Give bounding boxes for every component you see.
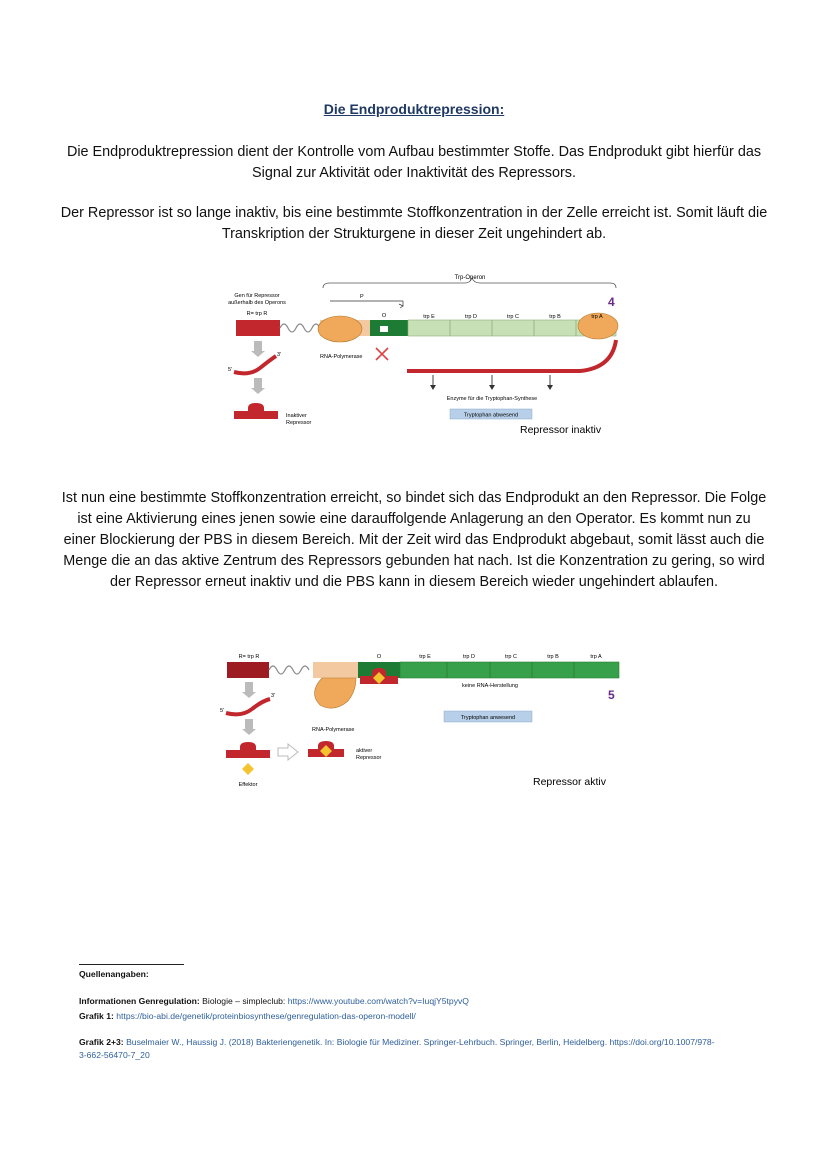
- gene-label-1: Gen für Repressor: [234, 293, 280, 299]
- no-rna-label: keine RNA-Herstellung: [462, 683, 518, 689]
- intro-paragraph: Die Endproduktrepression dient der Kontrolle vom Aufbau bestimmter Stoffe. Das Endprodukt gibt hierfür das Signal zur Aktivität oder Inaktivität des Repressors.: [66, 144, 762, 181]
- operon-label: Trp-Operon: [454, 275, 486, 281]
- inactive-paragraph: Der Repressor ist so lange inaktiv, bis eine bestimmte Stoffkonzentration in der Zelle erreicht ist. Somit läuft die Transkription der Strukturgene in dieser Zeit ungehindert ab.: [60, 205, 768, 242]
- source-info-link[interactable]: https://www.youtube.com/watch?v=IuqjY5tpyvQ: [287, 996, 469, 1006]
- tryptophan-badge-text: Tryptophan abwesend: [463, 412, 519, 419]
- arrow-down-icon: [251, 351, 265, 357]
- arrow-down-icon: [430, 385, 436, 390]
- o-label: O: [381, 313, 387, 319]
- figure-number-2: 5: [608, 688, 615, 702]
- gene-e-2: trp E: [419, 654, 431, 660]
- inactive-repressor-shape: [234, 403, 278, 419]
- source-grafik23: Grafik 2+3: Buselmaier W., Haussig J. (2018) Bakteriengenetik. In: Biologie für Mediziner. Springer-Lehrbuch. Springer, Berlin, Heidelberg. https://doi.org/10.1007/978-3-662-56470-7_20: [79, 1037, 715, 1060]
- gene-a-2: trp A: [590, 654, 602, 660]
- arrow-down-icon: [242, 692, 256, 698]
- repressor-gene-2: [227, 662, 269, 678]
- five-prime-label: 5': [228, 367, 233, 373]
- rna-pol-label: RNA-Polymerase: [320, 354, 363, 360]
- gene-c-2: trp C: [505, 654, 517, 660]
- active-label-2: Repressor: [356, 755, 382, 761]
- dna-squiggle-2: [269, 666, 309, 674]
- inactive-label-2: Repressor: [286, 420, 312, 426]
- gene-d: trp D: [465, 314, 477, 320]
- page-title: Die Endproduktrepression:: [323, 101, 505, 117]
- arrow-down-icon: [242, 729, 256, 735]
- three-prime-label-2: 3': [271, 693, 276, 699]
- gene-label-2: außerhalb des Operons: [228, 300, 286, 306]
- tryptophan-badge-text-2: Tryptophan anwesend: [460, 715, 516, 721]
- gene-a: trp A: [591, 314, 603, 320]
- five-prime-label-2: 5': [220, 708, 225, 714]
- repressor-mrna-2: [226, 699, 270, 714]
- rna-polymerase-shape-2: [314, 678, 356, 708]
- gene-c: trp C: [507, 314, 519, 320]
- r-label: R= trp R: [246, 311, 268, 317]
- structural-genes-2: [400, 662, 619, 678]
- effector-shape: [242, 763, 254, 775]
- repressor-gene: [236, 320, 280, 336]
- sources-heading: Quellenangaben:: [79, 969, 149, 979]
- source-grafik23-text[interactable]: Buselmaier W., Haussig J. (2018) Bakteriengenetik. In: Biologie für Mediziner. Springer-Lehrbuch. Springer, Berlin, Heidelberg. https://doi.org/10.1007/978-3-662-56470-7_20: [79, 1037, 715, 1060]
- arrow-down-icon: [489, 385, 495, 390]
- active-paragraph: Ist nun eine bestimmte Stoffkonzentration erreicht, so bindet sich das Endprodukt an den Repressor. Die Folge ist eine Aktivierung eines jenen sowie eine darauffolgende Anlagerung an den Operator. Es kommt nun zu einer Blockierung der PBS in diesem Bereich. Mit der Zeit wird das Endprodukt abgebaut, somit lässt auch die Menge die an das aktive Zentrum des Repressors gebunden hat nach. Ist die Konzentration zu gering, so wird der Repressor erneut inaktiv und die PBS kann in diesem Bereich wieder ungehindert ablaufen.: [61, 490, 767, 590]
- footnote-rule: [79, 964, 184, 965]
- gene-b: trp B: [549, 314, 561, 320]
- enzyme-label: Enzyme für die Tryptophan-Synthese: [446, 396, 538, 402]
- figure-number: 4: [608, 295, 615, 309]
- three-prime-label: 3': [277, 352, 282, 358]
- rna-pol-label-2: RNA-Polymerase: [312, 727, 355, 733]
- gene-b-2: trp B: [547, 654, 559, 660]
- figure-repressor-active: [220, 645, 620, 795]
- r-label-2: R= trp R: [238, 654, 260, 660]
- repressor-mrna: [234, 356, 276, 373]
- inactive-repressor-shape-2: [226, 742, 270, 758]
- caption-inactive: Repressor inaktiv: [520, 424, 602, 436]
- caption-active: Repressor aktiv: [533, 776, 606, 788]
- active-label-1: aktiver: [356, 748, 373, 754]
- source-grafik1: Grafik 1: https://bio-abi.de/genetik/proteinbiosynthese/genregulation-das-operon-modell/: [79, 1011, 416, 1021]
- arrow-down-icon: [251, 388, 265, 394]
- mrna-strand: [407, 340, 616, 371]
- figure-repressor-inactive: [220, 268, 620, 438]
- promoter-region-2: [313, 662, 358, 678]
- arrow-down-icon: [547, 385, 553, 390]
- operator-region: [370, 320, 408, 336]
- source-info: Informationen Genregulation: Biologie – simpleclub: https://www.youtube.com/watch?v=IuqjY5tpyvQ: [79, 996, 469, 1006]
- inactive-label-1: Inaktiver: [286, 413, 307, 419]
- arrow-right-icon: [278, 744, 298, 760]
- source-grafik1-link[interactable]: https://bio-abi.de/genetik/proteinbiosynthese/genregulation-das-operon-modell/: [116, 1011, 416, 1021]
- gene-e: trp E: [423, 314, 435, 320]
- p-label: P: [360, 294, 364, 300]
- dna-squiggle: [280, 324, 320, 332]
- rna-polymerase-shape: [318, 316, 362, 342]
- gene-d-2: trp D: [463, 654, 475, 660]
- o-label-2: O: [376, 654, 382, 660]
- cross-icon: [376, 348, 388, 360]
- effector-label: Effektor: [238, 782, 258, 788]
